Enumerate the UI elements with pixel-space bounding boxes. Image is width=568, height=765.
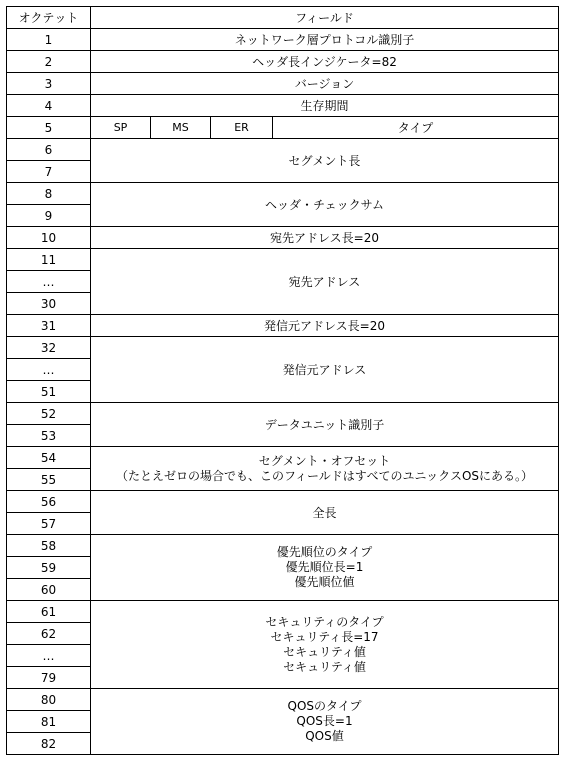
octet-cell: 56 <box>7 491 91 513</box>
field-line: 優先順位長=1 <box>285 560 364 574</box>
octet-ellipsis-cell: … <box>7 359 91 381</box>
field-line: セキュリティ値 <box>283 659 366 674</box>
octet-cell: 5 <box>7 117 91 139</box>
field-line: 優先順位のタイプ <box>276 545 373 559</box>
table-row <box>7 403 559 425</box>
octet-cell: 79 <box>7 667 91 689</box>
field-line: セキュリティのタイプ <box>265 614 384 629</box>
field-cell: 宛先アドレス <box>91 249 559 315</box>
field-line: QOS長=1 <box>296 714 353 728</box>
pdu-header-table <box>6 6 559 755</box>
table-row <box>7 535 559 557</box>
octet-ellipsis-cell: … <box>7 271 91 293</box>
octet-cell: 81 <box>7 711 91 733</box>
field-cell: データユニット識別子 <box>91 403 559 447</box>
octet-cell: 57 <box>7 513 91 535</box>
octet-cell: 6 <box>7 139 91 161</box>
table-row <box>7 29 559 51</box>
table-row <box>7 117 559 139</box>
octet-cell: 32 <box>7 337 91 359</box>
octet-cell: 30 <box>7 293 91 315</box>
octet-cell: 51 <box>7 381 91 403</box>
octet-ellipsis-cell: … <box>7 645 91 667</box>
field-cell <box>91 601 559 689</box>
field-cell <box>91 535 559 601</box>
octet-cell: 9 <box>7 205 91 227</box>
field-line: QOSのタイプ <box>287 699 362 713</box>
octet-cell: 7 <box>7 161 91 183</box>
octet-cell: 58 <box>7 535 91 557</box>
field-line: QOS値 <box>305 729 344 743</box>
table-row <box>7 337 559 359</box>
field-note: （たとえゼロの場合でも、このフィールドはすべてのユニックスOSにある。） <box>115 468 534 483</box>
field-cell: ヘッダ・チェックサム <box>91 183 559 227</box>
table-row <box>7 73 559 95</box>
table-row <box>7 447 559 469</box>
table-row <box>7 227 559 249</box>
field-cell: 全長 <box>91 491 559 535</box>
field-cell: ヘッダ長インジケータ=82 <box>91 51 559 73</box>
field-cell: 生存期間 <box>91 95 559 117</box>
field-cell: 発信元アドレス <box>91 337 559 403</box>
octet-cell: 60 <box>7 579 91 601</box>
field-cell: バージョン <box>91 73 559 95</box>
table-row <box>7 689 559 711</box>
octet-cell: 8 <box>7 183 91 205</box>
table-row <box>7 51 559 73</box>
octet-cell: 4 <box>7 95 91 117</box>
octet-cell: 53 <box>7 425 91 447</box>
octet-cell: 31 <box>7 315 91 337</box>
er-flag-cell: ER <box>211 117 273 139</box>
table-row <box>7 601 559 623</box>
ms-flag-cell: MS <box>151 117 211 139</box>
field-line: セキュリティ長=17 <box>270 629 379 644</box>
table-row <box>7 95 559 117</box>
octet-cell: 10 <box>7 227 91 249</box>
octet-cell: 3 <box>7 73 91 95</box>
table-row <box>7 139 559 161</box>
octet-cell: 59 <box>7 557 91 579</box>
table-row <box>7 249 559 271</box>
type-cell: タイプ <box>273 117 559 139</box>
octet-cell: 55 <box>7 469 91 491</box>
field-line: セグメント・オフセット <box>258 453 391 468</box>
octet-cell: 52 <box>7 403 91 425</box>
table-header-row <box>7 7 559 29</box>
field-cell: 発信元アドレス長=20 <box>91 315 559 337</box>
table-row <box>7 491 559 513</box>
octet-cell: 54 <box>7 447 91 469</box>
octet-cell: 62 <box>7 623 91 645</box>
octet-cell: 1 <box>7 29 91 51</box>
field-cell: 宛先アドレス長=20 <box>91 227 559 249</box>
octet-cell: 80 <box>7 689 91 711</box>
octet-cell: 61 <box>7 601 91 623</box>
octet-cell: 82 <box>7 733 91 755</box>
octet-column-header: オクテット <box>7 7 91 29</box>
field-cell <box>91 447 559 491</box>
sp-flag-cell: SP <box>91 117 151 139</box>
field-column-header: フィールド <box>91 7 559 29</box>
field-line: セキュリティ値 <box>283 644 366 659</box>
field-cell: セグメント長 <box>91 139 559 183</box>
field-cell <box>91 689 559 755</box>
table-row <box>7 183 559 205</box>
field-cell: ネットワーク層プロトコル識別子 <box>91 29 559 51</box>
field-line: 優先順位値 <box>294 575 355 589</box>
octet-cell: 11 <box>7 249 91 271</box>
table-row <box>7 315 559 337</box>
octet-cell: 2 <box>7 51 91 73</box>
